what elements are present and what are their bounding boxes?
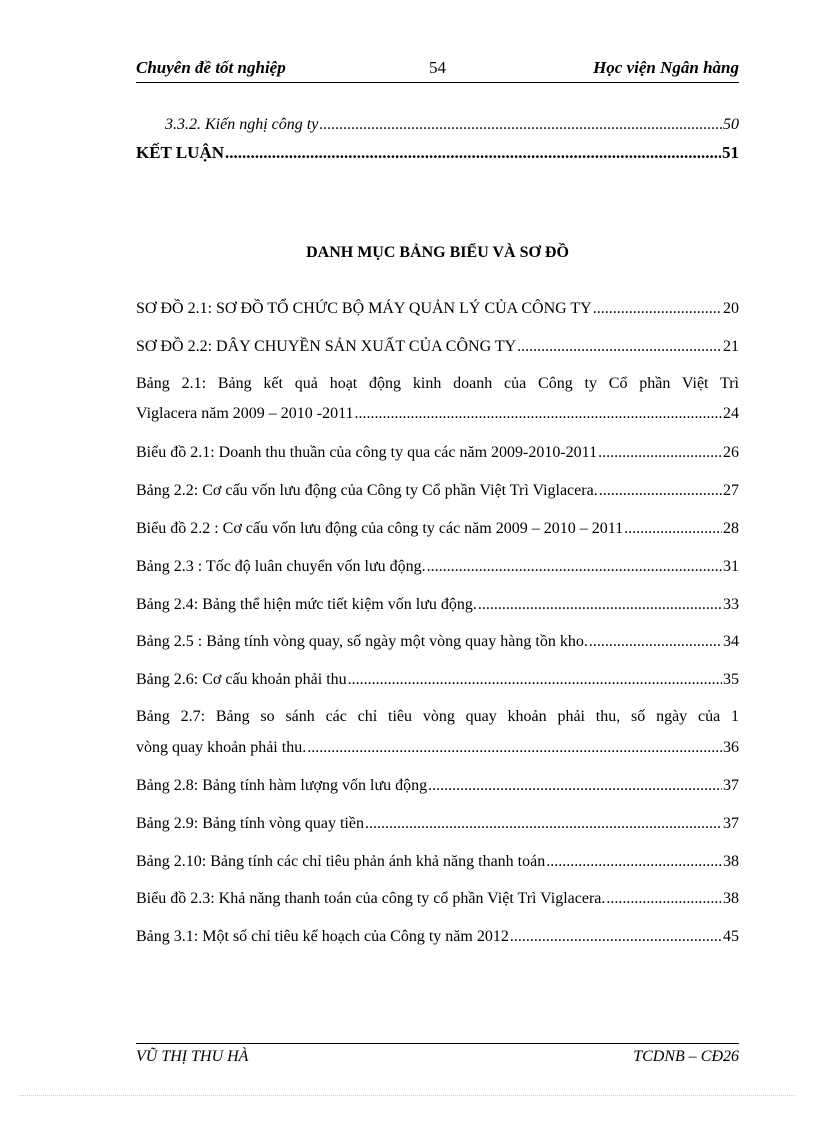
- list-entry-page: 33: [723, 596, 739, 613]
- dot-leader: [624, 520, 722, 538]
- list-entry-label: Bảng 2.9: Bảng tính vòng quay tiền: [136, 815, 364, 832]
- dot-leader: [599, 482, 722, 500]
- toc-entry-ket-luan[interactable]: [136, 143, 739, 163]
- dot-leader: [593, 300, 722, 318]
- list-entry-label: vòng quay khoản phải thu.: [136, 739, 307, 756]
- list-entry-first-line[interactable]: Bảng 2.7: Bảng so sánh các chỉ tiêu vòng quay khoản phải thu, số ngày của 1: [136, 708, 739, 725]
- toc-entry-page: 50: [723, 116, 739, 133]
- list-entry-page: 27: [723, 482, 739, 499]
- list-entry[interactable]: [136, 815, 739, 833]
- list-entry-page: 26: [723, 444, 739, 461]
- list-entry-label: Biểu đồ 2.1: Doanh thu thuần của công ty qua các năm 2009-2010-2011: [136, 444, 598, 461]
- list-entry[interactable]: [136, 596, 739, 614]
- list-entry-label: Viglacera năm 2009 – 2010 -2011: [136, 405, 354, 422]
- list-entry-label: Bảng 3.1: Một số chỉ tiêu kế hoạch của Công ty năm 2012: [136, 928, 509, 945]
- list-entry-page: 24: [723, 405, 739, 422]
- dot-leader: [319, 116, 722, 134]
- list-entry-page: 37: [723, 777, 739, 794]
- dot-leader: [428, 777, 722, 795]
- toc-entry-page: 51: [722, 143, 739, 162]
- toc-entry-label: 3.3.2. Kiến nghị công ty: [165, 116, 319, 133]
- list-entry[interactable]: [136, 444, 739, 462]
- list-entry-page: 45: [723, 928, 739, 945]
- header-page-number: 54: [429, 58, 446, 77]
- list-entry-page: 20: [723, 300, 739, 317]
- list-entry-page: 28: [723, 520, 739, 537]
- list-entry[interactable]: [136, 777, 739, 795]
- list-entry[interactable]: [136, 300, 739, 318]
- list-entry-page: 36: [723, 739, 739, 756]
- dot-leader: [365, 815, 722, 833]
- list-entry-label: Bảng 2.8: Bảng tính hàm lượng vốn lưu động: [136, 777, 428, 794]
- list-entry[interactable]: [136, 338, 739, 356]
- list-entry[interactable]: [136, 671, 739, 689]
- list-entry-page: 34: [723, 633, 739, 650]
- list-entry-page: 35: [723, 671, 739, 688]
- page-footer: [136, 1043, 739, 1068]
- dot-leader: [546, 853, 722, 871]
- list-entry-label: Bảng 2.3 : Tốc độ luân chuyển vốn lưu động.: [136, 558, 426, 575]
- toc-entry-label: KẾT LUẬN: [136, 143, 225, 162]
- page-header: [136, 56, 739, 83]
- list-entry-label: Bảng 2.2: Cơ cấu vốn lưu động của Công ty Cổ phần Việt Trì Viglacera.: [136, 482, 598, 499]
- section-title: DANH MỤC BẢNG BIỂU VÀ SƠ ĐỒ: [306, 244, 569, 261]
- list-entry[interactable]: [136, 853, 739, 871]
- list-entry[interactable]: [136, 890, 739, 908]
- list-entry-page: 38: [723, 853, 739, 870]
- list-entry[interactable]: [136, 482, 739, 500]
- header-document-type: Chuyên đề tốt nghiệp: [136, 58, 286, 77]
- dot-leader: [589, 633, 722, 651]
- dot-leader: [517, 338, 722, 356]
- list-entry[interactable]: [136, 520, 739, 538]
- list-entry-label: Bảng 2.6: Cơ cấu khoản phải thu: [136, 671, 347, 688]
- toc-entry-3-3-2[interactable]: [165, 116, 739, 134]
- list-entry-label: SƠ ĐỒ 2.2: DÂY CHUYỀN SẢN XUẤT CỦA CÔNG TY: [136, 338, 517, 355]
- list-entry[interactable]: [136, 633, 739, 651]
- list-entry[interactable]: [136, 558, 739, 576]
- list-entry-page: 38: [723, 890, 739, 907]
- dot-leader: [427, 558, 722, 576]
- dot-leader: [355, 405, 723, 423]
- page-bottom-divider: [20, 1095, 796, 1096]
- list-entry-label: Bảng 2.10: Bảng tính các chỉ tiêu phản ánh khả năng thanh toán: [136, 853, 546, 870]
- list-entry-label: Bảng 2.4: Bảng thể hiện mức tiết kiệm vốn lưu động.: [136, 596, 477, 613]
- dot-leader: [606, 890, 722, 908]
- list-entry[interactable]: [136, 405, 739, 423]
- list-entry-page: 21: [723, 338, 739, 355]
- list-entry-page: 37: [723, 815, 739, 832]
- dot-leader: [348, 671, 722, 689]
- dot-leader: [598, 444, 722, 462]
- list-entry-label: Biểu đồ 2.3: Khả năng thanh toán của công ty cổ phần Việt Trì Viglacera.: [136, 890, 606, 907]
- list-entry-first-line[interactable]: Bảng 2.1: Bảng kết quả hoạt động kinh doanh của Công ty Cổ phần Việt Trì: [136, 375, 739, 392]
- dot-leader: [307, 739, 722, 757]
- dot-leader: [225, 143, 721, 163]
- dot-leader: [478, 596, 722, 614]
- header-institution: Học viện Ngân hàng: [593, 58, 739, 77]
- list-entry-label: Biểu đồ 2.2 : Cơ cấu vốn lưu động của công ty các năm 2009 – 2010 – 2011: [136, 520, 624, 537]
- list-entry-page: 31: [723, 558, 739, 575]
- list-entry-label: SƠ ĐỒ 2.1: SƠ ĐỒ TỔ CHỨC BỘ MÁY QUẢN LÝ CỦA CÔNG TY: [136, 300, 592, 317]
- list-entry-label: Bảng 2.5 : Bảng tính vòng quay, số ngày một vòng quay hàng tồn kho.: [136, 633, 588, 650]
- footer-class-code: TCDNB – CĐ26: [633, 1048, 739, 1065]
- list-entry[interactable]: [136, 928, 739, 946]
- footer-author: VŨ THỊ THU HÀ: [136, 1048, 249, 1065]
- list-entry[interactable]: [136, 739, 739, 757]
- dot-leader: [510, 928, 722, 946]
